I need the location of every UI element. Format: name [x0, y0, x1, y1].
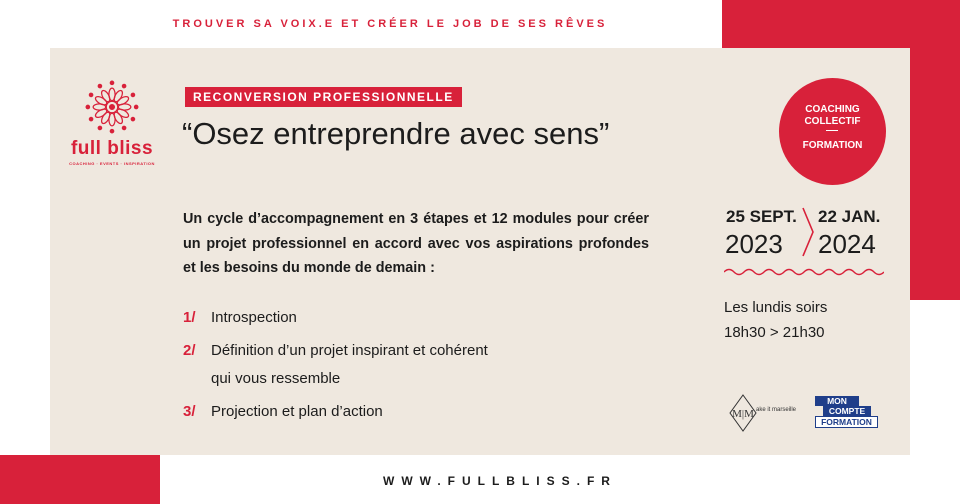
list-item	[183, 398, 603, 426]
mcf-line-3: FORMATION	[815, 416, 878, 428]
step-number: 1/	[183, 309, 196, 326]
mcf-line-2: COMPTE	[823, 406, 871, 416]
coaching-circle-badge	[779, 78, 886, 185]
website-link[interactable]: WWW.FULLBLISS.FR	[383, 474, 617, 488]
schedule-hours: 18h30 > 21h30	[724, 324, 825, 341]
step-number: 3/	[183, 403, 196, 420]
step-text: Projection et plan d’action	[211, 403, 383, 420]
step-number: 2/	[183, 342, 196, 359]
tagline: TROUVER SA VOIX.E ET CRÉER LE JOB DE SES RÊVES	[172, 18, 608, 30]
start-date: 25 SEPT.	[726, 207, 797, 226]
circle-line-2: COLLECTIF	[804, 116, 861, 127]
step-text-continued: qui vous ressemble	[211, 370, 341, 387]
intro-paragraph: Un cycle d’accompagnement en 3 étapes et 12 modules pour créer un projet professionnel en accord avec vos aspirations profondes et les besoins du monde de demain :	[183, 211, 649, 276]
category-badge: RECONVERSION PROFESSIONNELLE	[185, 87, 462, 107]
date-range	[722, 205, 892, 265]
list-item	[183, 337, 603, 393]
wave-divider	[724, 267, 884, 277]
list-item	[183, 304, 603, 332]
circle-line-1: COACHING	[805, 104, 860, 115]
circle-divider	[826, 130, 838, 131]
make-it-marseille-logo-icon	[728, 393, 758, 433]
headline: “Osez entreprendre avec sens”	[182, 116, 610, 151]
mandala-icon	[83, 78, 141, 136]
step-text: Définition d’un projet inspirant et cohérent	[211, 342, 488, 359]
make-it-marseille-label: ake it marseille	[756, 407, 797, 413]
logo-subtitle: COACHING · EVENTS · INSPIRATION	[69, 161, 155, 166]
step-text: Introspection	[211, 309, 297, 326]
chevron-right-icon	[802, 207, 814, 257]
end-date: 22 JAN.	[818, 207, 881, 226]
full-bliss-logo	[68, 78, 156, 166]
mcf-line-1: MON	[815, 396, 859, 406]
steps-list	[183, 304, 603, 426]
svg-text:M|M: M|M	[732, 408, 754, 420]
schedule	[724, 295, 827, 345]
mon-compte-formation-logo	[815, 396, 879, 434]
end-year: 2024	[818, 229, 876, 259]
circle-line-3: FORMATION	[802, 140, 863, 151]
schedule-days: Les lundis soirs	[724, 299, 828, 316]
logo-name: full bliss	[70, 138, 154, 159]
start-year: 2023	[725, 229, 783, 259]
